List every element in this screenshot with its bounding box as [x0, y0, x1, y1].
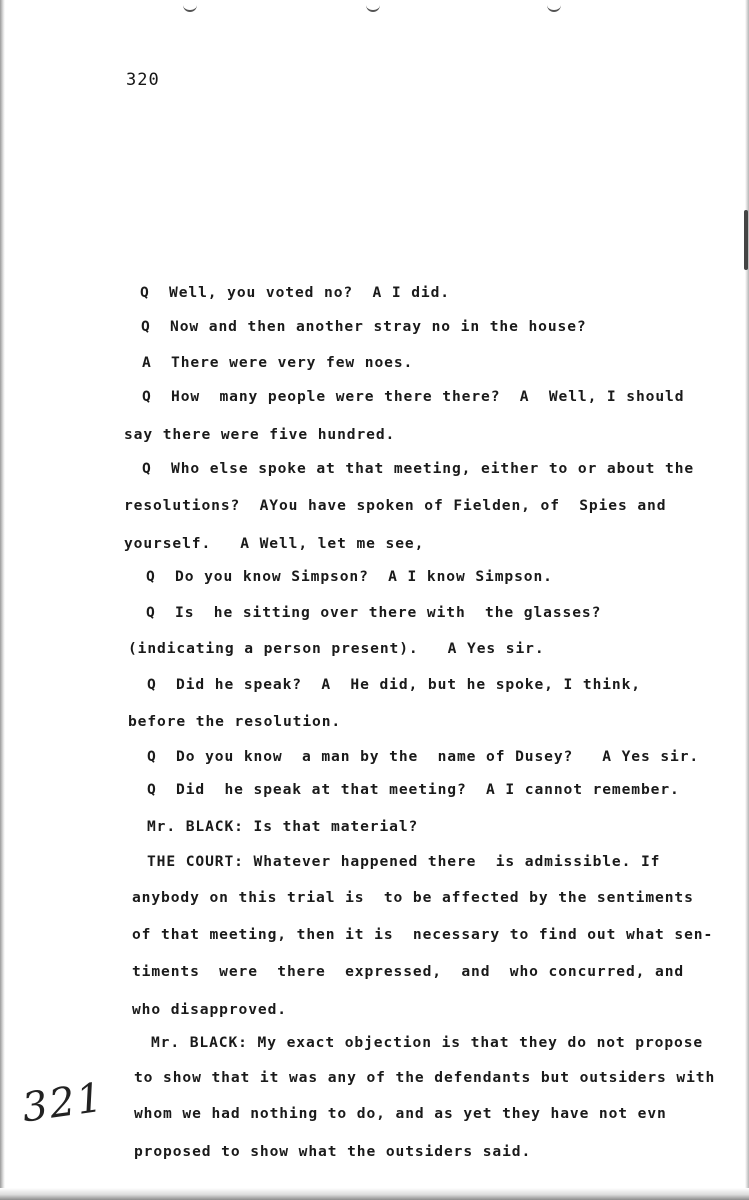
scan-edge-bottom [0, 1188, 749, 1200]
transcript-line: Q Who else spoke at that meeting, either to or about the [142, 460, 695, 477]
transcript-line: to show that it was any of the defendants but outsiders with [134, 1069, 716, 1086]
transcript-line: resolutions? AYou have spoken of Fielden, of Spies and [124, 497, 667, 514]
transcript-line: Q Did he speak? A He did, but he spoke, I think, [147, 676, 641, 693]
transcript-line: Q Do you know a man by the name of Dusey? A Yes sir. [147, 748, 700, 765]
transcript-line: before the resolution. [128, 713, 342, 730]
scan-edge-left [0, 0, 5, 1200]
transcript-line: Q Is he sitting over there with the glasses? [146, 604, 602, 621]
transcript-line: Q Do you know Simpson? A I know Simpson. [146, 568, 553, 585]
page-number: 320 [126, 70, 160, 90]
scan-edge-mark [744, 210, 748, 270]
transcript-line: timents were there expressed, and who concurred, and [132, 963, 685, 980]
transcript-line: Q How many people were there there? A Well, I should [142, 388, 685, 405]
transcript-line: (indicating a person present). A Yes sir. [128, 640, 545, 657]
transcript-line: yourself. A Well, let me see, [124, 535, 425, 552]
transcript-line: Q Now and then another stray no in the house? [141, 318, 587, 335]
staple-mark [547, 2, 561, 12]
transcript-line: Q Well, you voted no? A I did. [140, 284, 450, 301]
transcript-line: anybody on this trial is to be affected by the sentiments [132, 889, 694, 906]
transcript-line: A There were very few noes. [142, 354, 414, 371]
transcript-line: Q Did he speak at that meeting? A I cannot remember. [147, 781, 680, 798]
transcript-line: THE COURT: Whatever happened there is admissible. If [147, 853, 661, 870]
staple-mark [183, 2, 197, 12]
transcript-line: Mr. BLACK: My exact objection is that they do not propose [151, 1034, 704, 1051]
transcript-line: say there were five hundred. [124, 426, 396, 443]
scan-edge-right [745, 0, 749, 1200]
transcript-line: who disapproved. [132, 1001, 287, 1018]
handwritten-page-note: 321 [19, 1074, 108, 1132]
transcript-line: of that meeting, then it is necessary to find out what sen- [132, 926, 714, 943]
staple-mark [366, 2, 380, 12]
transcript-line: whom we had nothing to do, and as yet they have not evn [134, 1105, 667, 1122]
transcript-line: Mr. BLACK: Is that material? [147, 818, 419, 835]
transcript-line: proposed to show what the outsiders said. [134, 1143, 532, 1160]
